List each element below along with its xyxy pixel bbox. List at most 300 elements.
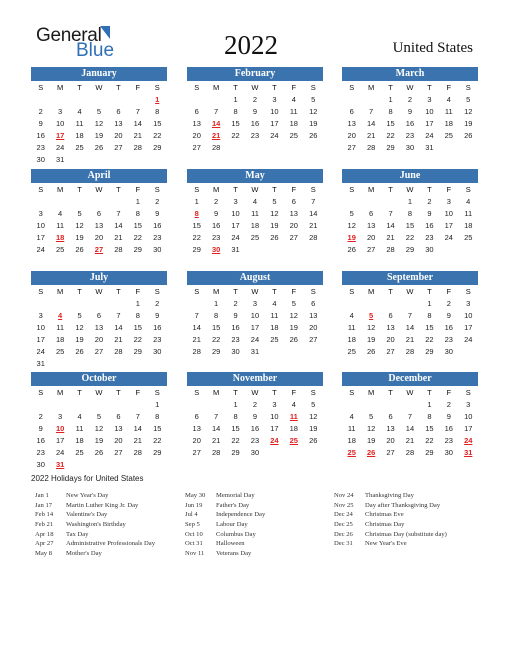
month-august <box>187 271 323 358</box>
day-cell: 27 <box>366 245 376 254</box>
day-cell: 17 <box>464 424 473 433</box>
day-cell: 22 <box>425 335 434 344</box>
day-cell: 4 <box>77 412 82 421</box>
weekday-header: F <box>135 83 141 92</box>
holiday-name: New Year's Eve <box>365 540 407 548</box>
day-cell: 16 <box>405 119 415 128</box>
empty-cell <box>89 94 108 106</box>
weekday-header: M <box>213 83 220 92</box>
day-cell: 8 <box>135 311 140 320</box>
day-cell: 23 <box>153 233 162 242</box>
day-cell: 24 <box>464 335 473 344</box>
day-cell: 28 <box>192 347 201 356</box>
empty-cell <box>31 399 50 411</box>
day-cell: 7 <box>194 311 199 320</box>
day-cell: 28 <box>114 245 123 254</box>
day-cell: 1 <box>233 400 238 409</box>
day-cell: 7 <box>135 107 140 116</box>
day-cell: 2 <box>446 299 451 308</box>
day-cell: 12 <box>464 107 473 116</box>
holiday-name: Washington's Birthday <box>66 521 126 529</box>
day-cell: 17 <box>231 221 240 230</box>
weekday-header: F <box>135 287 141 296</box>
day-cell: 23 <box>444 335 453 344</box>
day-cell: 22 <box>153 436 162 445</box>
day-cell: 27 <box>192 448 201 457</box>
day-cell: 13 <box>347 119 356 128</box>
weekday-header: W <box>406 388 414 397</box>
weekday-header: T <box>233 388 238 397</box>
day-cell: 25 <box>444 131 453 140</box>
day-cell: 24 <box>55 448 65 457</box>
day-cell: 20 <box>386 436 395 445</box>
day-cell: 13 <box>386 323 395 332</box>
day-cell: 29 <box>153 143 162 152</box>
country-label: United States <box>392 40 473 56</box>
day-cell: 24 <box>36 245 45 254</box>
weekday-header: M <box>213 185 220 194</box>
holiday-name: Christmas Day (substitute day) <box>365 530 447 538</box>
day-cell: 13 <box>192 119 201 128</box>
weekday-header: F <box>135 185 141 194</box>
holiday-date: Apr 18 <box>35 530 54 538</box>
day-cell: 20 <box>192 131 201 140</box>
day-cell: 3 <box>252 299 258 308</box>
holiday-row <box>185 491 265 501</box>
empty-cell <box>342 298 361 310</box>
empty-cell <box>400 399 419 411</box>
day-cell: 2 <box>407 95 413 104</box>
day-cell: 15 <box>386 119 395 128</box>
day-cell: 18 <box>289 119 298 128</box>
empty-cell <box>109 298 128 310</box>
holiday-column <box>334 491 447 549</box>
holiday-day: 24 <box>464 436 473 445</box>
day-cell: 23 <box>211 233 221 242</box>
holiday-row <box>185 539 265 549</box>
day-cell: 7 <box>116 209 121 218</box>
holiday-date: Jan 17 <box>35 501 53 509</box>
day-cell: 17 <box>270 119 279 128</box>
day-cell: 26 <box>464 131 473 140</box>
day-cell: 26 <box>309 436 318 445</box>
weekday-header: T <box>77 83 82 92</box>
day-cell: 18 <box>250 221 260 230</box>
day-cell: 30 <box>444 347 453 356</box>
holiday-name: Martin Luther King Jr. Day <box>66 501 139 509</box>
day-cell: 29 <box>192 245 201 254</box>
holiday-date: Nov 24 <box>334 492 354 499</box>
day-cell: 19 <box>94 436 104 445</box>
day-cell: 22 <box>425 436 434 445</box>
day-cell: 31 <box>55 155 65 164</box>
day-cell: 4 <box>58 209 63 218</box>
day-cell: 22 <box>211 335 221 344</box>
day-cell: 19 <box>270 221 279 230</box>
day-cell: 26 <box>289 335 298 344</box>
day-cell: 28 <box>114 347 123 356</box>
day-cell: 12 <box>75 323 84 332</box>
day-cell: 4 <box>252 197 258 206</box>
day-cell: 1 <box>155 400 160 409</box>
month-july <box>31 271 167 370</box>
weekday-header: S <box>349 83 355 92</box>
day-cell: 21 <box>211 436 221 445</box>
day-cell: 28 <box>405 448 415 457</box>
day-cell: 23 <box>153 335 162 344</box>
day-cell: 19 <box>94 131 104 140</box>
day-cell: 23 <box>250 131 260 140</box>
weekday-header: F <box>135 388 141 397</box>
day-cell: 1 <box>427 400 432 409</box>
day-cell: 29 <box>133 245 142 254</box>
day-cell: 22 <box>153 131 162 140</box>
month-day-grid <box>187 387 323 459</box>
day-cell: 24 <box>270 131 279 140</box>
day-cell: 3 <box>272 95 277 104</box>
day-cell: 10 <box>231 209 240 218</box>
day-cell: 27 <box>347 143 356 152</box>
day-cell: 1 <box>135 299 140 308</box>
day-cell: 7 <box>407 311 413 320</box>
holiday-name: Thanksgiving Day <box>365 492 414 499</box>
day-cell: 23 <box>36 143 45 152</box>
weekday-header: S <box>154 83 160 92</box>
weekday-header: T <box>427 185 432 194</box>
day-cell: 4 <box>349 311 354 320</box>
day-cell: 16 <box>36 131 45 140</box>
day-cell: 17 <box>250 323 260 332</box>
month-title: September <box>342 271 478 285</box>
day-cell: 13 <box>309 311 318 320</box>
weekday-header: T <box>388 83 393 92</box>
empty-cell <box>381 298 400 310</box>
day-cell: 16 <box>153 221 162 230</box>
weekday-header: T <box>388 388 393 397</box>
empty-cell <box>109 94 128 106</box>
weekday-header: T <box>233 83 238 92</box>
month-title: July <box>31 271 167 285</box>
day-cell: 18 <box>75 131 84 140</box>
weekday-header: F <box>291 83 297 92</box>
day-cell: 10 <box>464 412 473 421</box>
day-cell: 14 <box>192 323 201 332</box>
day-cell: 12 <box>366 424 376 433</box>
holiday-row <box>35 520 155 530</box>
day-cell: 6 <box>369 209 374 218</box>
day-cell: 30 <box>36 155 45 164</box>
day-cell: 1 <box>135 197 140 206</box>
day-cell: 14 <box>211 424 221 433</box>
day-cell: 28 <box>309 233 318 242</box>
holiday-date: May 8 <box>35 550 53 558</box>
holiday-day: 11 <box>289 412 298 421</box>
weekday-header: T <box>272 287 277 296</box>
empty-cell <box>70 399 89 411</box>
holiday-name: Tax Day <box>66 530 89 538</box>
day-cell: 8 <box>214 311 219 320</box>
month-title: June <box>342 169 478 183</box>
day-cell: 7 <box>311 197 316 206</box>
day-cell: 28 <box>133 143 142 152</box>
day-cell: 1 <box>233 95 238 104</box>
day-cell: 16 <box>425 221 434 230</box>
empty-cell <box>361 399 380 411</box>
holiday-row <box>185 549 265 559</box>
day-cell: 25 <box>55 347 65 356</box>
day-cell: 27 <box>114 143 123 152</box>
day-cell: 21 <box>114 233 123 242</box>
month-title: April <box>31 169 167 183</box>
weekday-header: T <box>116 83 121 92</box>
holiday-date: May 30 <box>185 492 206 499</box>
day-cell: 18 <box>75 436 84 445</box>
day-cell: 23 <box>250 436 260 445</box>
holiday-row <box>185 501 265 511</box>
day-cell: 9 <box>446 311 451 320</box>
day-cell: 18 <box>444 119 453 128</box>
day-cell: 3 <box>466 299 471 308</box>
day-cell: 9 <box>407 107 413 116</box>
day-cell: 20 <box>114 131 123 140</box>
day-cell: 28 <box>211 448 221 457</box>
day-cell: 5 <box>311 95 316 104</box>
holiday-column <box>185 491 265 559</box>
day-cell: 15 <box>153 424 162 433</box>
holiday-date: Sep 5 <box>185 521 200 529</box>
month-march <box>342 67 478 154</box>
month-november <box>187 372 323 459</box>
day-cell: 3 <box>38 311 43 320</box>
day-cell: 9 <box>252 412 258 421</box>
holiday-name: Halloween <box>216 540 245 548</box>
day-cell: 21 <box>114 335 123 344</box>
weekday-header: T <box>388 185 393 194</box>
day-cell: 8 <box>388 107 393 116</box>
day-cell: 11 <box>75 119 84 128</box>
empty-cell <box>342 399 361 411</box>
weekday-header: W <box>251 83 259 92</box>
weekday-header: T <box>77 185 82 194</box>
day-cell: 21 <box>192 335 201 344</box>
weekday-header: W <box>95 185 103 194</box>
day-cell: 31 <box>425 143 434 152</box>
weekday-header: S <box>194 388 200 397</box>
holiday-row <box>35 530 155 540</box>
day-cell: 6 <box>96 311 102 320</box>
empty-cell <box>361 94 380 106</box>
weekday-header: T <box>116 287 121 296</box>
day-cell: 21 <box>366 131 376 140</box>
weekday-header: T <box>77 388 82 397</box>
day-cell: 8 <box>407 209 413 218</box>
month-day-grid <box>342 184 478 256</box>
holiday-name: New Year's Day <box>66 492 109 499</box>
day-cell: 9 <box>38 119 43 128</box>
day-cell: 12 <box>289 311 298 320</box>
holiday-name: Columbus Day <box>216 530 256 538</box>
weekday-header: F <box>291 185 297 194</box>
holiday-name: Christmas Day <box>365 521 405 529</box>
day-cell: 23 <box>444 436 453 445</box>
holiday-day: 4 <box>58 311 63 320</box>
day-cell: 6 <box>349 107 354 116</box>
day-cell: 15 <box>231 424 240 433</box>
weekday-header: T <box>388 287 393 296</box>
day-cell: 16 <box>36 436 45 445</box>
day-cell: 25 <box>464 233 473 242</box>
day-cell: 17 <box>464 323 473 332</box>
empty-cell <box>206 399 225 411</box>
day-cell: 18 <box>347 335 356 344</box>
day-cell: 7 <box>407 412 413 421</box>
day-cell: 14 <box>114 221 123 230</box>
day-cell: 19 <box>366 436 376 445</box>
day-cell: 18 <box>464 221 473 230</box>
holiday-date: Jun 19 <box>185 501 203 509</box>
day-cell: 21 <box>133 436 142 445</box>
day-cell: 20 <box>94 335 104 344</box>
holiday-date: Jul 4 <box>185 511 198 519</box>
day-cell: 17 <box>270 424 279 433</box>
holiday-day: 8 <box>194 209 199 218</box>
day-cell: 28 <box>386 245 395 254</box>
day-cell: 19 <box>464 119 473 128</box>
day-cell: 27 <box>386 448 395 457</box>
day-cell: 13 <box>386 424 395 433</box>
logo-word-blue: Blue <box>76 40 115 61</box>
empty-cell <box>70 298 89 310</box>
holiday-date: Nov 25 <box>334 501 354 509</box>
weekday-header: W <box>95 83 103 92</box>
year-title: 2022 <box>224 30 278 60</box>
day-cell: 20 <box>192 436 201 445</box>
weekday-header: S <box>310 388 316 397</box>
day-cell: 23 <box>36 448 45 457</box>
day-cell: 28 <box>211 143 221 152</box>
holiday-row <box>334 501 447 511</box>
day-cell: 7 <box>369 107 374 116</box>
day-cell: 7 <box>214 412 219 421</box>
day-cell: 5 <box>466 95 471 104</box>
month-title: February <box>187 67 323 81</box>
weekday-header: S <box>38 287 44 296</box>
day-cell: 2 <box>252 400 258 409</box>
month-day-grid <box>31 387 167 471</box>
month-title: November <box>187 372 323 386</box>
weekday-header: T <box>427 388 432 397</box>
day-cell: 8 <box>427 311 432 320</box>
weekday-header: S <box>310 83 316 92</box>
weekday-header: M <box>213 388 220 397</box>
day-cell: 25 <box>347 347 356 356</box>
holiday-column <box>35 491 155 559</box>
holiday-date: Apr 27 <box>35 540 54 548</box>
holiday-day: 25 <box>289 436 298 445</box>
weekday-header: T <box>272 83 277 92</box>
day-cell: 6 <box>116 412 121 421</box>
holiday-date: Dec 24 <box>334 511 353 519</box>
empty-cell <box>187 94 206 106</box>
day-cell: 8 <box>135 209 140 218</box>
weekday-header: M <box>368 83 375 92</box>
day-cell: 22 <box>386 131 395 140</box>
day-cell: 6 <box>291 197 296 206</box>
day-cell: 12 <box>94 119 104 128</box>
day-cell: 14 <box>405 323 415 332</box>
holiday-date: Feb 14 <box>35 511 54 519</box>
day-cell: 5 <box>96 107 102 116</box>
empty-cell <box>109 196 128 208</box>
holiday-date: Dec 26 <box>334 530 353 538</box>
day-cell: 29 <box>425 347 434 356</box>
day-cell: 4 <box>291 400 296 409</box>
weekday-header: T <box>272 185 277 194</box>
day-cell: 23 <box>405 131 415 140</box>
day-cell: 13 <box>192 424 201 433</box>
holiday-name: Valentine's Day <box>66 511 108 519</box>
day-cell: 15 <box>425 424 434 433</box>
day-cell: 23 <box>231 335 240 344</box>
holidays-title: 2022 Holidays for United States <box>31 474 144 483</box>
day-cell: 3 <box>427 95 432 104</box>
day-cell: 31 <box>36 359 45 368</box>
day-cell: 26 <box>270 233 279 242</box>
weekday-header: S <box>349 388 355 397</box>
weekday-header: S <box>38 185 44 194</box>
day-cell: 25 <box>75 143 84 152</box>
empty-cell <box>187 399 206 411</box>
day-cell: 8 <box>427 412 432 421</box>
holiday-name: Independence Day <box>216 511 266 519</box>
holiday-day: 30 <box>211 245 221 254</box>
empty-cell <box>128 94 147 106</box>
day-cell: 11 <box>289 107 298 116</box>
day-cell: 14 <box>114 323 123 332</box>
day-cell: 15 <box>211 323 221 332</box>
day-cell: 11 <box>56 323 65 332</box>
holiday-day: 25 <box>347 448 356 457</box>
day-cell: 28 <box>405 347 415 356</box>
day-cell: 9 <box>233 311 238 320</box>
logo-triangle-icon <box>100 26 110 39</box>
day-cell: 26 <box>366 347 376 356</box>
day-cell: 14 <box>366 119 376 128</box>
weekday-header: W <box>251 287 259 296</box>
day-cell: 20 <box>347 131 356 140</box>
weekday-header: M <box>57 83 64 92</box>
empty-cell <box>50 399 69 411</box>
weekday-header: T <box>427 83 432 92</box>
day-cell: 18 <box>347 436 356 445</box>
holiday-day: 5 <box>369 311 374 320</box>
holiday-day: 14 <box>211 119 221 128</box>
day-cell: 9 <box>155 209 160 218</box>
holiday-name: Mother's Day <box>66 550 102 558</box>
day-cell: 17 <box>55 436 65 445</box>
day-cell: 22 <box>192 233 201 242</box>
month-day-grid <box>31 286 167 370</box>
weekday-header: F <box>291 388 297 397</box>
day-cell: 15 <box>133 221 142 230</box>
day-cell: 17 <box>36 335 45 344</box>
day-cell: 7 <box>388 209 393 218</box>
month-february <box>187 67 323 154</box>
weekday-header: M <box>368 287 375 296</box>
holiday-day: 18 <box>55 233 65 242</box>
day-cell: 26 <box>94 143 104 152</box>
day-cell: 19 <box>75 233 84 242</box>
